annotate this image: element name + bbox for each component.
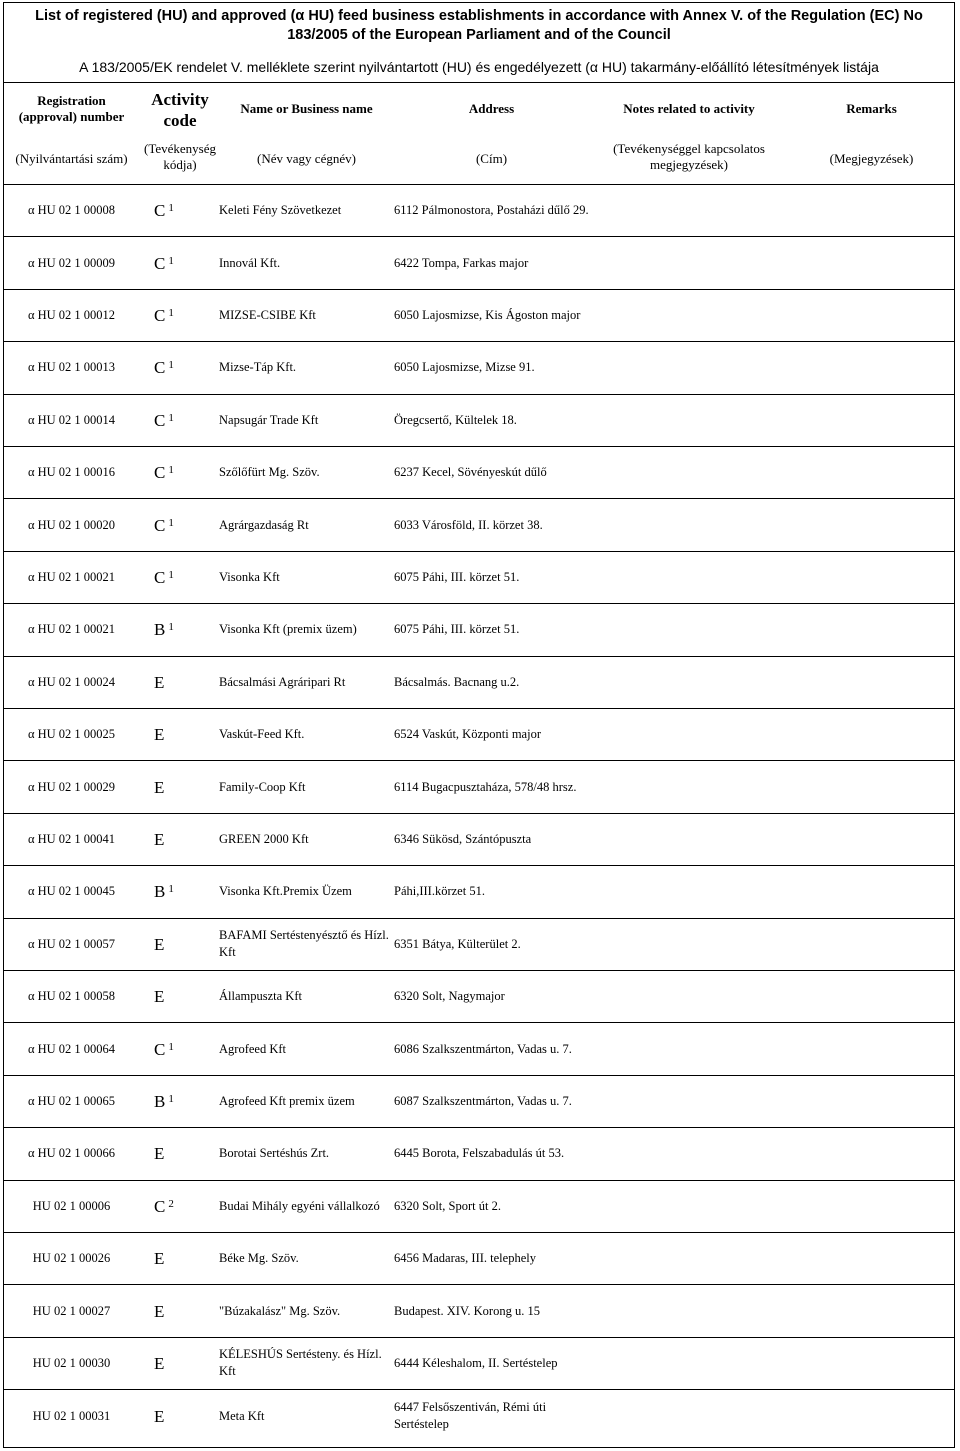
address: Páhi,III.körzet 51.: [394, 884, 485, 899]
activity-code: [154, 709, 214, 760]
business-name: Agrofeed Kft premix üzem: [219, 1093, 355, 1108]
business-name: GREEN 2000 Kft: [219, 831, 309, 846]
activity-code-letter: B: [154, 882, 166, 902]
address: 6320 Solt, Nagymajor: [394, 989, 505, 1004]
activity-code-superscript: 1: [168, 359, 174, 372]
registration-number: α HU 02 1 00014: [27, 412, 116, 427]
activity-code-superscript: 1: [168, 202, 174, 215]
business-name: Borotai Sertéshús Zrt.: [219, 1146, 330, 1161]
activity-code-superscript: 1: [168, 1040, 174, 1053]
activity-code-superscript: 1: [168, 411, 174, 424]
activity-code-letter: E: [154, 725, 165, 745]
registration-number: α HU 02 1 00029: [27, 779, 116, 794]
document-page: [3, 2, 955, 1448]
address: 6033 Városföld, II. körzet 38.: [394, 517, 543, 532]
table-row: [4, 1285, 954, 1337]
activity-code: [154, 761, 214, 812]
activity-code-letter: B: [154, 620, 166, 640]
table-header: [4, 83, 954, 185]
header-address: Address: [468, 101, 515, 116]
table-row: [4, 709, 954, 761]
activity-code-letter: C: [154, 567, 166, 587]
registration-number: α HU 02 1 00008: [27, 203, 116, 218]
business-name: Keleti Fény Szövetkezet: [219, 203, 342, 218]
activity-code-letter: E: [154, 1301, 165, 1321]
business-name: Agrofeed Kft: [219, 1041, 286, 1056]
activity-code-letter: C: [154, 201, 166, 221]
activity-code: [154, 290, 214, 341]
address: 6237 Kecel, Sövényeskút dűlő: [394, 465, 547, 480]
address: Bácsalmás. Bacnang u.2.: [394, 674, 520, 689]
table-row: [4, 1338, 954, 1390]
activity-code-superscript: 1: [168, 464, 174, 477]
activity-code: [154, 1181, 214, 1232]
header-registration: Registration (approval) number: [18, 93, 125, 124]
activity-code: [154, 657, 214, 708]
table-row: [4, 604, 954, 656]
business-name: Szőlőfürt Mg. Szöv.: [219, 465, 320, 480]
address: 6112 Pálmonostora, Postaházi dűlő 29.: [394, 203, 589, 218]
registration-number: α HU 02 1 00013: [27, 360, 116, 375]
address: Öregcsertő, Kültelek 18.: [394, 412, 517, 427]
business-name: MIZSE-CSIBE Kft: [219, 307, 316, 322]
registration-number: HU 02 1 00030: [32, 1355, 111, 1370]
business-name: Agrárgazdaság Rt: [219, 517, 309, 532]
table-row: [4, 1233, 954, 1285]
activity-code-letter: B: [154, 1091, 166, 1111]
registration-number: α HU 02 1 00016: [27, 465, 116, 480]
registration-number: α HU 02 1 00021: [27, 622, 116, 637]
address: 6447 Felsőszentiván, Rémi úti Sertéstelep: [394, 1400, 547, 1432]
business-name: Innovál Kft.: [219, 255, 281, 270]
registration-number: α HU 02 1 00057: [27, 936, 116, 951]
activity-code: [154, 604, 214, 655]
registration-number: HU 02 1 00006: [32, 1198, 111, 1213]
table-row: [4, 237, 954, 289]
activity-code-letter: C: [154, 358, 166, 378]
header-registration-hu: (Nyilvántartási szám): [15, 151, 128, 166]
table-row: [4, 657, 954, 709]
header-activity: Activity code: [151, 90, 209, 130]
table-row: [4, 1023, 954, 1075]
registration-number: HU 02 1 00027: [32, 1303, 111, 1318]
business-name: KÉLESHÚS Sertésteny. és Hízl. Kft: [219, 1347, 382, 1379]
title-hungarian: A 183/2005/EK rendelet V. melléklete szerint nyilvántartott (HU) és engedélyezett (α HU) takarmány-előállító létesítmények listája: [79, 59, 879, 75]
registration-number: α HU 02 1 00045: [27, 884, 116, 899]
title-english: List of registered (HU) and approved (α HU) feed business establishments in accordance with Annex V. of the Regulation (EC) No 183/2005 of the European Parliament and of the Council: [35, 8, 923, 43]
registration-number: HU 02 1 00026: [32, 1251, 111, 1266]
table-row: [4, 814, 954, 866]
address: 6524 Vaskút, Központi major: [394, 727, 541, 742]
activity-code-letter: E: [154, 777, 165, 797]
activity-code-superscript: 1: [168, 568, 174, 581]
address: 6351 Bátya, Külterület 2.: [394, 936, 521, 951]
activity-code: [154, 814, 214, 865]
activity-code: [154, 1128, 214, 1179]
address: 6445 Borota, Felszabadulás út 53.: [394, 1146, 565, 1161]
business-name: Visonka Kft (premix üzem): [219, 622, 357, 637]
address: 6320 Solt, Sport út 2.: [394, 1198, 501, 1213]
business-name: Visonka Kft: [219, 569, 280, 584]
header-notes: Notes related to activity: [623, 101, 755, 116]
table-row: [4, 290, 954, 342]
table-row: [4, 499, 954, 551]
registration-number: α HU 02 1 00064: [27, 1041, 116, 1056]
table-row: [4, 971, 954, 1023]
header-activity-hu: (Tevékenység kódja): [143, 141, 216, 172]
address: Budapest. XIV. Korong u. 15: [394, 1303, 540, 1318]
table-row: [4, 919, 954, 971]
activity-code-superscript: 1: [168, 516, 174, 529]
activity-code-superscript: 1: [168, 254, 174, 267]
address: 6075 Páhi, III. körzet 51.: [394, 569, 520, 584]
header-notes-hu: (Tevékenységgel kapcsolatos megjegyzések): [613, 141, 765, 172]
address: 6086 Szalkszentmárton, Vadas u. 7.: [394, 1041, 572, 1056]
table-row: [4, 1076, 954, 1128]
header-name: Name or Business name: [240, 101, 373, 116]
address: 6444 Kéleshalom, II. Sertéstelep: [394, 1355, 558, 1370]
registration-number: α HU 02 1 00020: [27, 517, 116, 532]
activity-code-letter: E: [154, 1144, 165, 1164]
header-remarks-hu: (Megjegyzések): [829, 151, 914, 166]
header-remarks: Remarks: [846, 101, 897, 116]
registration-number: α HU 02 1 00021: [27, 569, 116, 584]
address: 6456 Madaras, III. telephely: [394, 1251, 536, 1266]
activity-code: [154, 185, 214, 236]
business-name: Állampuszta Kft: [219, 989, 302, 1004]
table-row: [4, 395, 954, 447]
business-name: Béke Mg. Szöv.: [219, 1251, 299, 1266]
activity-code-letter: E: [154, 1249, 165, 1269]
business-name: BAFAMI Sertéstenyésztő és Hízl. Kft: [219, 928, 389, 960]
activity-code-superscript: 1: [168, 621, 174, 634]
address: 6346 Sükösd, Szántópuszta: [394, 831, 532, 846]
table-row: [4, 1390, 954, 1442]
registration-number: α HU 02 1 00065: [27, 1093, 116, 1108]
activity-code-letter: C: [154, 1039, 166, 1059]
activity-code-letter: C: [154, 410, 166, 430]
activity-code-letter: C: [154, 305, 166, 325]
address: 6050 Lajosmizse, Mizse 91.: [394, 360, 535, 375]
activity-code-superscript: 2: [168, 1197, 174, 1210]
registration-number: α HU 02 1 00012: [27, 307, 116, 322]
registration-number: α HU 02 1 00066: [27, 1146, 116, 1161]
table-row: [4, 552, 954, 604]
header-address-hu: (Cím): [475, 151, 508, 166]
address: 6114 Bugacpusztaháza, 578/48 hrsz.: [394, 779, 577, 794]
business-name: Mizse-Táp Kft.: [219, 360, 297, 375]
business-name: Budai Mihály egyéni vállalkozó: [219, 1198, 380, 1213]
activity-code: [154, 866, 214, 917]
business-name: Bácsalmási Agráripari Rt: [219, 674, 346, 689]
activity-code: [154, 971, 214, 1022]
business-name: Family-Coop Kft: [219, 779, 306, 794]
activity-code-superscript: 1: [168, 883, 174, 896]
registration-number: α HU 02 1 00009: [27, 255, 116, 270]
registration-number: α HU 02 1 00025: [27, 727, 116, 742]
activity-code-letter: E: [154, 829, 165, 849]
activity-code-letter: C: [154, 463, 166, 483]
address: 6087 Szalkszentmárton, Vadas u. 7.: [394, 1093, 572, 1108]
business-name: Vaskút-Feed Kft.: [219, 727, 305, 742]
business-name: Visonka Kft.Premix Üzem: [219, 884, 352, 899]
activity-code: [154, 1338, 214, 1389]
registration-number: α HU 02 1 00024: [27, 674, 116, 689]
business-name: Meta Kft: [219, 1408, 265, 1423]
activity-code: [154, 499, 214, 550]
table-row: [4, 1128, 954, 1180]
table-row: [4, 447, 954, 499]
activity-code-letter: C: [154, 1196, 166, 1216]
activity-code: [154, 1023, 214, 1074]
activity-code: [154, 237, 214, 288]
registration-number: HU 02 1 00031: [32, 1408, 111, 1423]
activity-code: [154, 1233, 214, 1284]
activity-code: [154, 447, 214, 498]
activity-code-letter: C: [154, 515, 166, 535]
activity-code-superscript: 1: [168, 306, 174, 319]
activity-code: [154, 1390, 214, 1442]
activity-code: [154, 919, 214, 970]
address: 6050 Lajosmizse, Kis Ágoston major: [394, 307, 581, 322]
registration-number: α HU 02 1 00058: [27, 989, 116, 1004]
business-name: "Búzakalász" Mg. Szöv.: [219, 1303, 341, 1318]
activity-code: [154, 1285, 214, 1336]
table-row: [4, 342, 954, 394]
title-block: [4, 3, 954, 83]
activity-code: [154, 395, 214, 446]
table-row: [4, 866, 954, 918]
registration-number: α HU 02 1 00041: [27, 831, 116, 846]
table-row: [4, 185, 954, 237]
address: 6075 Páhi, III. körzet 51.: [394, 622, 520, 637]
activity-code-letter: E: [154, 1406, 165, 1426]
address: 6422 Tompa, Farkas major: [394, 255, 529, 270]
activity-code-letter: E: [154, 1353, 165, 1373]
table-row: [4, 761, 954, 813]
activity-code-letter: E: [154, 934, 165, 954]
activity-code: [154, 342, 214, 393]
activity-code-letter: E: [154, 987, 165, 1007]
business-name: Napsugár Trade Kft: [219, 412, 319, 427]
activity-code-superscript: 1: [168, 1092, 174, 1105]
activity-code: [154, 552, 214, 603]
table-row: [4, 1181, 954, 1233]
header-name-hu: (Név vagy cégnév): [257, 151, 356, 166]
activity-code-letter: E: [154, 672, 165, 692]
activity-code-letter: C: [154, 253, 166, 273]
activity-code: [154, 1076, 214, 1127]
